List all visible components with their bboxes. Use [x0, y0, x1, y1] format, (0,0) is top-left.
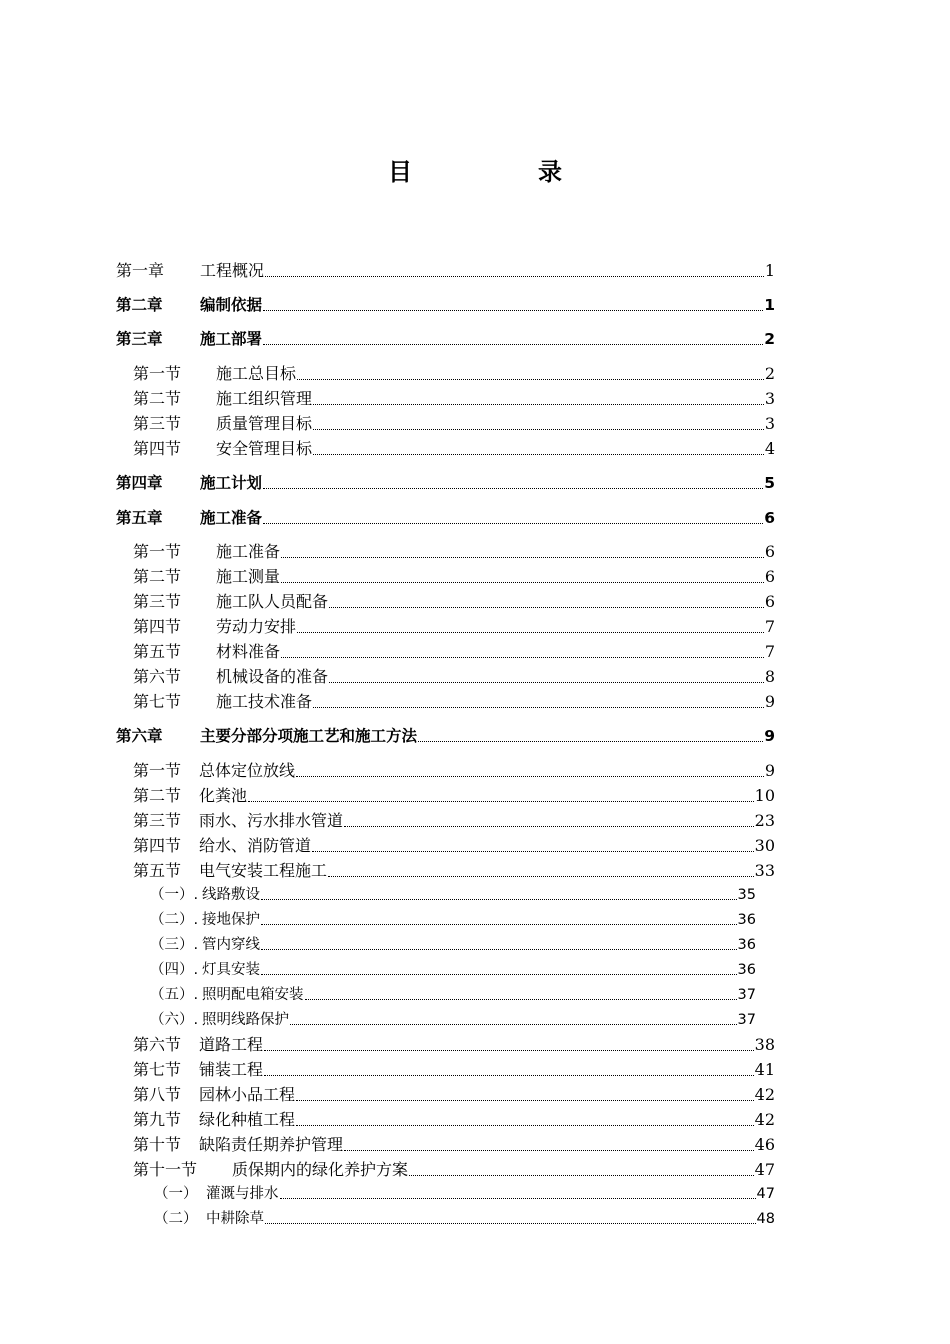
toc-entry-text: 编制依据 [200, 296, 263, 314]
toc-entry-text: 施工计划 [200, 474, 263, 492]
dot-leader [329, 682, 764, 683]
toc-entry-page: 30 [754, 836, 775, 855]
toc-entry-number: 第九节 [133, 1110, 182, 1129]
dot-leader [280, 1198, 756, 1199]
toc-entry-number: （六）. [150, 1012, 199, 1028]
toc-entry-number: 第六章 [116, 727, 163, 745]
toc-entry-number: （一）. [150, 887, 199, 903]
dot-leader [263, 310, 763, 311]
toc-entry-number: 第五章 [116, 509, 163, 527]
dot-leader [313, 429, 764, 430]
toc-entry-subsection[interactable] [150, 933, 756, 954]
toc-entry-subsection[interactable] [154, 1207, 775, 1228]
dot-leader [297, 632, 764, 633]
toc-entry-text: 接地保护 [202, 912, 260, 928]
toc-entry-subsection[interactable] [150, 883, 756, 904]
toc-entry-number: （四）. [150, 962, 199, 978]
toc-entry-page: 36 [737, 912, 756, 928]
toc-entry-subsection[interactable] [150, 1008, 756, 1029]
toc-title [0, 152, 950, 187]
toc-entry-page: 5 [764, 474, 775, 492]
toc-entry-page: 1 [764, 296, 775, 314]
toc-entry-number: 第八节 [133, 1085, 182, 1104]
toc-entry-section[interactable] [133, 783, 775, 806]
toc-entry-text: 电气安装工程施工 [199, 861, 328, 880]
dot-leader [409, 1175, 754, 1176]
dot-leader [296, 1100, 754, 1101]
toc-entry-text: 施工准备 [200, 509, 263, 527]
toc-entry-text: 灯具安装 [202, 962, 260, 978]
toc-entry-number: （一） [154, 1186, 198, 1202]
toc-entry-page: 7 [764, 617, 775, 636]
toc-entry-number: 第一节 [133, 542, 182, 561]
toc-entry-text: 线路敷设 [202, 887, 260, 903]
toc-entry-number: 第三节 [133, 592, 182, 611]
toc-entry-page: 9 [764, 727, 775, 745]
toc-entry-page: 6 [764, 542, 775, 561]
toc-entry-section[interactable] [133, 589, 775, 612]
toc-entry-text: 机械设备的准备 [216, 667, 329, 686]
toc-entry-number: 第十一节 [133, 1160, 198, 1179]
toc-entry-page: 6 [764, 592, 775, 611]
toc-entry-section[interactable] [133, 664, 775, 687]
toc-entry-number: 第一章 [116, 261, 165, 280]
toc-entry-number: 第十节 [133, 1135, 182, 1154]
toc-entry-number: 第三节 [133, 811, 182, 830]
toc-entry-chapter[interactable] [116, 258, 775, 281]
toc-entry-section[interactable] [133, 1107, 775, 1130]
toc-entry-number: （二） [154, 1211, 198, 1227]
toc-entry-section[interactable] [133, 639, 775, 662]
dot-leader [281, 582, 764, 583]
toc-entry-page: 36 [737, 962, 756, 978]
toc-entry-text: 主要分部分项施工艺和施工方法 [200, 727, 418, 745]
toc-entry-page: 36 [737, 937, 756, 953]
toc-entry-number: 第七节 [133, 1060, 182, 1079]
toc-entry-section[interactable] [133, 758, 775, 781]
dot-leader [418, 741, 763, 742]
dot-leader [296, 776, 764, 777]
toc-entry-page: 7 [764, 642, 775, 661]
toc-entry-number: 第一节 [133, 364, 182, 383]
toc-entry-text: 工程概况 [200, 261, 265, 280]
toc-entry-text: 施工组织管理 [216, 389, 313, 408]
toc-entry-number: 第四节 [133, 439, 182, 458]
dot-leader [296, 1125, 754, 1126]
toc-entry-section[interactable] [133, 1032, 775, 1055]
toc-entry-text: 给水、消防管道 [199, 836, 312, 855]
dot-leader [263, 523, 763, 524]
toc-entry-section[interactable] [133, 614, 775, 637]
toc-entry-chapter[interactable] [116, 293, 775, 315]
toc-entry-number: 第六节 [133, 1035, 182, 1054]
dot-leader [265, 276, 764, 277]
toc-entry-subsection[interactable] [150, 908, 756, 929]
dot-leader [313, 454, 764, 455]
dot-leader [261, 974, 737, 975]
toc-entry-text: 化粪池 [199, 786, 248, 805]
toc-entry-number: （五）. [150, 987, 199, 1003]
toc-entry-text: 材料准备 [216, 642, 281, 661]
toc-entry-number: 第二节 [133, 389, 182, 408]
toc-entry-text: 管内穿线 [202, 937, 260, 953]
toc-entry-number: 第二节 [133, 786, 182, 805]
toc-entry-chapter[interactable] [116, 471, 775, 493]
toc-entry-section[interactable] [133, 539, 775, 562]
dot-leader [261, 949, 737, 950]
toc-entry-text: 中耕除草 [206, 1211, 264, 1227]
toc-entry-page: 42 [754, 1085, 775, 1104]
dot-leader [264, 1050, 754, 1051]
dot-leader [264, 1075, 754, 1076]
toc-entry-page: 1 [764, 261, 775, 280]
toc-entry-page: 38 [754, 1035, 775, 1054]
toc-entry-page: 2 [764, 330, 775, 348]
toc-entry-text: 施工部署 [200, 330, 263, 348]
toc-entry-page: 2 [764, 364, 775, 383]
toc-entry-number: 第四节 [133, 836, 182, 855]
dot-leader [312, 851, 754, 852]
dot-leader [281, 557, 764, 558]
dot-leader [248, 801, 754, 802]
dot-leader [344, 1150, 754, 1151]
dot-leader [281, 657, 764, 658]
toc-entry-text: 劳动力安排 [216, 617, 297, 636]
dot-leader [261, 899, 737, 900]
dot-leader [305, 999, 737, 1000]
toc-entry-page: 3 [764, 389, 775, 408]
toc-entry-page: 3 [764, 414, 775, 433]
dot-leader [265, 1223, 756, 1224]
toc-entry-text: 道路工程 [199, 1035, 264, 1054]
toc-entry-text: 施工技术准备 [216, 692, 313, 711]
dot-leader [329, 607, 764, 608]
toc-entry-section[interactable] [133, 858, 775, 881]
toc-entry-number: （二）. [150, 912, 199, 928]
toc-entry-section[interactable] [133, 1082, 775, 1105]
toc-entry-section[interactable] [133, 808, 775, 831]
toc-entry-page: 42 [754, 1110, 775, 1129]
toc-entry-section[interactable] [133, 361, 775, 384]
dot-leader [263, 488, 763, 489]
toc-entry-text: 质保期内的绿化养护方案 [232, 1160, 409, 1179]
toc-entry-section[interactable] [133, 1057, 775, 1080]
toc-entry-text: 总体定位放线 [199, 761, 296, 780]
toc-entry-subsection[interactable] [150, 958, 756, 979]
dot-leader [313, 707, 764, 708]
toc-entry-page: 8 [764, 667, 775, 686]
toc-entry-section[interactable] [133, 1157, 775, 1180]
dot-leader [297, 379, 764, 380]
toc-entry-page: 4 [764, 439, 775, 458]
toc-entry-number: 第四节 [133, 617, 182, 636]
toc-title-right: 录 [538, 158, 562, 186]
dot-leader [344, 826, 754, 827]
toc-entry-number: 第二节 [133, 567, 182, 586]
toc-entry-text: 施工测量 [216, 567, 281, 586]
toc-entry-text: 安全管理目标 [216, 439, 313, 458]
toc-entry-chapter[interactable] [116, 506, 775, 528]
toc-entry-page: 47 [754, 1160, 775, 1179]
toc-entry-page: 6 [764, 567, 775, 586]
toc-entry-page: 9 [764, 761, 775, 780]
toc-entry-page: 10 [754, 786, 775, 805]
toc-entry-text: 雨水、污水排水管道 [199, 811, 344, 830]
toc-entry-chapter[interactable] [116, 724, 775, 746]
toc-entry-page: 33 [754, 861, 775, 880]
toc-entry-page: 35 [737, 887, 756, 903]
toc-entry-text: 施工总目标 [216, 364, 297, 383]
toc-entry-page: 6 [764, 509, 775, 527]
toc-entry-text: 施工队人员配备 [216, 592, 329, 611]
toc-entry-page: 46 [754, 1135, 775, 1154]
dot-leader [263, 344, 763, 345]
toc-entry-number: 第三章 [116, 330, 163, 348]
toc-entry-page: 9 [764, 692, 775, 711]
toc-entry-section[interactable] [133, 411, 775, 434]
toc-entry-page: 41 [754, 1060, 775, 1079]
dot-leader [261, 924, 737, 925]
toc-title-left: 目 [388, 158, 412, 186]
toc-entry-section[interactable] [133, 564, 775, 587]
toc-entry-section[interactable] [133, 833, 775, 856]
toc-entry-text: 绿化种植工程 [199, 1110, 296, 1129]
toc-entry-number: 第四章 [116, 474, 163, 492]
toc-entry-subsection[interactable] [154, 1182, 775, 1203]
toc-entry-subsection[interactable] [150, 983, 756, 1004]
toc-entry-text: 缺陷责任期养护管理 [199, 1135, 344, 1154]
toc-entry-text: 灌溉与排水 [206, 1186, 279, 1202]
dot-leader [313, 404, 764, 405]
toc-entry-section[interactable] [133, 436, 775, 459]
toc-entry-page: 23 [754, 811, 775, 830]
toc-entry-number: 第七节 [133, 692, 182, 711]
toc-entry-number: 第一节 [133, 761, 182, 780]
toc-entry-section[interactable] [133, 386, 775, 409]
toc-entry-text: 照明线路保护 [202, 1012, 289, 1028]
toc-entry-number: 第六节 [133, 667, 182, 686]
toc-entry-page: 48 [756, 1211, 775, 1227]
toc-entry-number: 第五节 [133, 861, 182, 880]
toc-entry-text: 照明配电箱安装 [202, 987, 304, 1003]
toc-entry-page: 37 [737, 987, 756, 1003]
toc-entry-section[interactable] [133, 1132, 775, 1155]
toc-entry-text: 园林小品工程 [199, 1085, 296, 1104]
toc-entry-number: 第三节 [133, 414, 182, 433]
toc-entry-section[interactable] [133, 689, 775, 712]
toc-entry-page: 47 [756, 1186, 775, 1202]
toc-entry-text: 铺装工程 [199, 1060, 264, 1079]
dot-leader [328, 876, 754, 877]
toc-entry-text: 施工准备 [216, 542, 281, 561]
dot-leader [290, 1024, 737, 1025]
toc-entry-text: 质量管理目标 [216, 414, 313, 433]
toc-entry-number: 第二章 [116, 296, 163, 314]
toc-entry-chapter[interactable] [116, 327, 775, 349]
toc-entry-number: 第五节 [133, 642, 182, 661]
toc-entry-number: （三）. [150, 937, 199, 953]
toc-entry-page: 37 [737, 1012, 756, 1028]
